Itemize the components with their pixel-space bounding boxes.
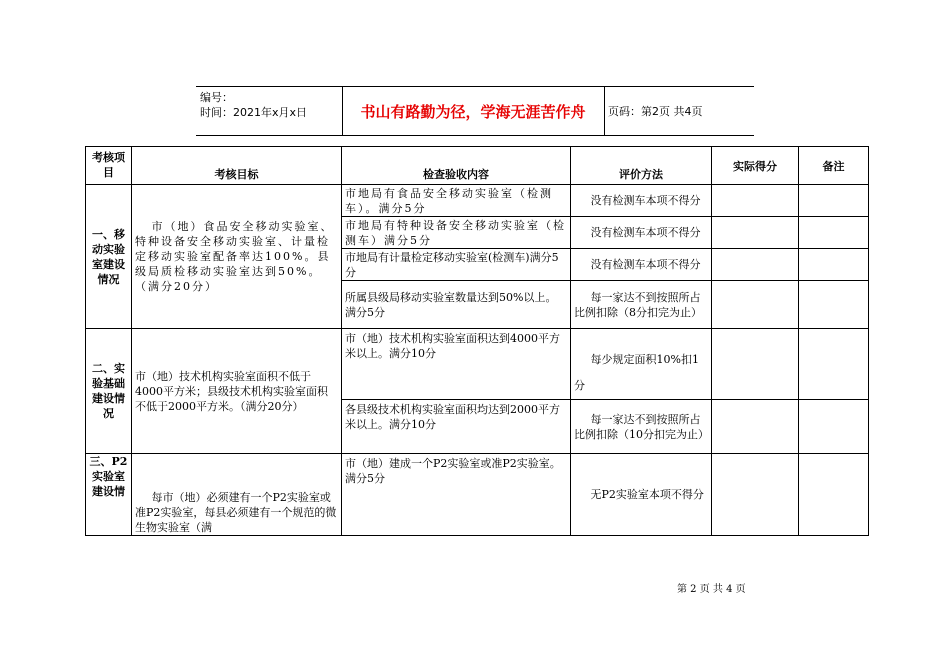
header-content: 检查验收内容	[342, 147, 571, 185]
target-cell: 每市（地）必须建有一个P2实验室或准P2实验室，每县必须建有一个规范的微生物实验室（满	[132, 454, 342, 536]
table-header-row	[86, 147, 869, 185]
table-row	[86, 329, 869, 400]
method-cell: 没有检测车本项不得分	[571, 249, 712, 281]
header-meta	[200, 90, 307, 120]
content-cell: 市（地）建成一个P2实验室或准P2实验室。满分5分	[342, 454, 571, 536]
target-cell: 市（地）技术机构实验室面积不低于4000平方米；县级技术机构实验室面积不低于2000平方米。（满分20分）	[132, 329, 342, 454]
category-cell: 三、P2实验室建设情	[86, 454, 132, 536]
document-header	[196, 86, 754, 136]
note-cell	[799, 281, 869, 329]
content-cell: 市地局有计量检定移动实验室(检测车)满分5分	[342, 249, 571, 281]
header-target: 考核目标	[132, 147, 342, 185]
score-cell	[712, 454, 799, 536]
score-cell	[712, 185, 799, 217]
content-cell: 市（地）技术机构实验室面积达到4000平方米以上。满分10分	[342, 329, 571, 400]
method-cell: 每少规定面积10%扣1分	[571, 329, 712, 400]
score-cell	[712, 329, 799, 400]
content-cell: 各县级技术机构实验室面积均达到2000平方米以上。满分10分	[342, 400, 571, 454]
note-cell	[799, 454, 869, 536]
category-cell: 一、移动实验室建设情况	[86, 185, 132, 329]
assessment-table	[85, 146, 869, 536]
header-divider	[604, 87, 605, 135]
content-cell: 所属县级局移动实验室数量达到50%以上。满分5分	[342, 281, 571, 329]
time-label: 时间：2021年x月x日	[200, 106, 308, 119]
target-cell: 市（地）食品安全移动实验室、特种设备安全移动实验室、计量检定移动实验室配备率达100%。县级局质检移动实验室达到50%。（满分20分）	[132, 185, 342, 329]
method-cell: 每一家达不到按照所占比例扣除（8分扣完为止）	[571, 281, 712, 329]
method-cell: 无P2实验室本项不得分	[571, 454, 712, 536]
note-cell	[799, 249, 869, 281]
header-item: 考核项目	[86, 147, 132, 185]
note-cell	[799, 217, 869, 249]
category-cell: 二、实验基础建设情况	[86, 329, 132, 454]
score-cell	[712, 217, 799, 249]
score-cell	[712, 249, 799, 281]
method-cell: 每一家达不到按照所占比例扣除（10分扣完为止）	[571, 400, 712, 454]
note-cell	[799, 185, 869, 217]
header-method: 评价方法	[571, 147, 712, 185]
method-cell: 没有检测车本项不得分	[571, 185, 712, 217]
note-cell	[799, 329, 869, 400]
table-row	[86, 454, 869, 536]
page-footer: 第 2 页 共 4 页	[677, 584, 746, 595]
header-note: 备注	[799, 147, 869, 185]
content-cell: 市地局有特种设备安全移动实验室（检测车）满分5分	[342, 217, 571, 249]
page-info: 页码：第2页 共4页	[608, 105, 703, 118]
method-cell: 没有检测车本项不得分	[571, 217, 712, 249]
number-label: 编号：	[200, 91, 233, 104]
content-cell: 市地局有食品安全移动实验室（检测车）。满分5分	[342, 185, 571, 217]
motto: 书山有路勤为径，学海无涯苦作舟	[360, 102, 586, 121]
note-cell	[799, 400, 869, 454]
header-score: 实际得分	[712, 147, 799, 185]
table-row	[86, 185, 869, 217]
score-cell	[712, 281, 799, 329]
score-cell	[712, 400, 799, 454]
